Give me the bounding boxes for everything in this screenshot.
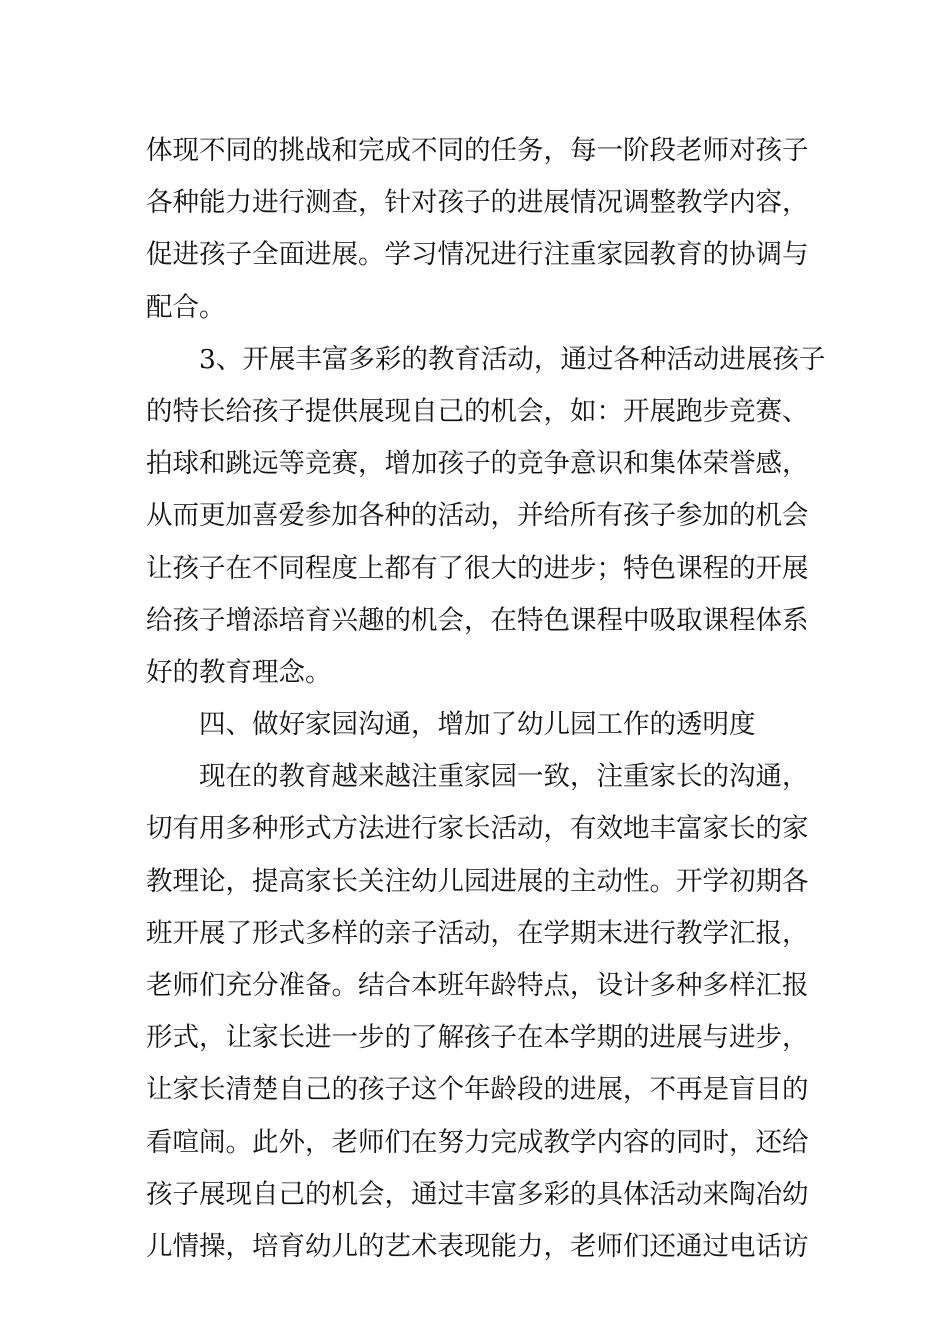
text-line: 现在的教育越来越注重家园一致，注重家长的沟通，	[199, 761, 809, 793]
text-line: 四、做好家园沟通，增加了幼儿园工作的透明度	[199, 709, 756, 741]
text-line: 教理论，提高家长关注幼儿园进展的主动性。开学初期各	[146, 865, 809, 897]
text-line: 儿情操，培育幼儿的艺术表现能力，老师们还通过电话访	[146, 1230, 809, 1262]
text-line: 让孩子在不同程度上都有了很大的进步；特色课程的开展	[146, 552, 809, 584]
document-body-text	[146, 125, 826, 1273]
text-line: 配合。	[146, 291, 226, 323]
text-line: 体现不同的挑战和完成不同的任务，每一阶段老师对孩子	[146, 135, 809, 166]
text-line: 促进孩子全面进展。学习情况进行注重家园教育的协调与	[146, 239, 809, 271]
text-line: 班开展了形式多样的亲子活动，在学期末进行教学汇报，	[146, 917, 809, 949]
text-line: 孩子展现自己的机会，通过丰富多彩的具体活动来陶冶幼	[146, 1178, 809, 1210]
text-line: 让家长清楚自己的孩子这个年龄段的进展，不再是盲目的	[146, 1074, 809, 1106]
text-line: 的特长给孩子提供展现自己的机会，如：开展跑步竞赛、	[146, 395, 809, 427]
text-line: 3、开展丰富多彩的教育活动，通过各种活动进展孩子	[199, 343, 826, 375]
text-line: 看喧闹。此外，老师们在努力完成教学内容的同时，还给	[146, 1126, 809, 1158]
text-line: 拍球和跳远等竞赛，增加孩子的竞争意识和集体荣誉感，	[146, 448, 809, 480]
text-line: 形式，让家长进一步的了解孩子在本学期的进展与进步，	[146, 1022, 809, 1054]
text-line: 各种能力进行测查，针对孩子的进展情况调整教学内容，	[146, 187, 809, 219]
text-line: 老师们充分准备。结合本班年龄特点，设计多种多样汇报	[146, 970, 809, 1001]
text-line: 给孩子增添培育兴趣的机会，在特色课程中吸取课程体系	[146, 604, 809, 636]
text-line: 从而更加喜爱参加各种的活动，并给所有孩子参加的机会	[146, 500, 809, 532]
text-line: 切有用多种形式方法进行家长活动，有效地丰富家长的家	[146, 813, 809, 845]
text-line: 好的教育理念。	[146, 656, 332, 688]
